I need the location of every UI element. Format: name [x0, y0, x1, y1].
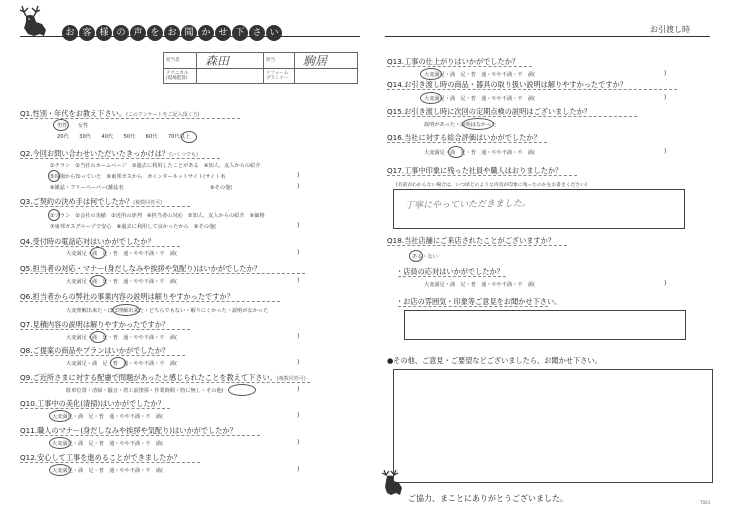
- q4-circle: [90, 247, 106, 259]
- q1-note: (このアンケートをご記入頂く方): [125, 112, 200, 118]
- q15-circle: [462, 118, 494, 130]
- q12-text: Q12.安心して工事を進めることができましたか？: [20, 453, 181, 462]
- q14-close: ): [664, 94, 667, 101]
- q8-underline: [20, 355, 185, 356]
- q17-underline: [387, 175, 577, 176]
- q3-circle: [48, 209, 60, 221]
- title-char: お: [62, 25, 78, 41]
- q10-close: ): [297, 412, 300, 419]
- q15-text: Q15.お引き渡し時に次回の定期点検の説明はございましたか？: [387, 107, 591, 116]
- title-char: お: [164, 25, 180, 41]
- q16-circle: [448, 146, 464, 158]
- staff-value-1: 森田: [197, 53, 264, 69]
- title-char: を: [147, 25, 163, 41]
- q9-underline: [20, 382, 310, 383]
- q2-underline: [20, 158, 220, 159]
- q12-opts[interactable]: 大変満足・満 足・普 通・やや不満・不 満(: [52, 468, 163, 474]
- q10-text: Q10.工事中の美化(清掃)はいかがでしたか？: [20, 399, 165, 408]
- q16-opts[interactable]: 大変満足・満 足・普 通・やや不満・不 満(: [424, 150, 535, 156]
- q12-circle: [49, 464, 71, 476]
- q8-text: Q8.ご提案の商品やプランはいかがでしたか？: [20, 346, 170, 355]
- other-text: ●その他、ご意見・ご要望などございましたら、お聞かせ下さい。: [387, 356, 602, 365]
- q13-underline: [387, 66, 532, 67]
- q10-circle: [49, 410, 71, 422]
- q10-opts[interactable]: 大変満足・満 足・普 通・やや不満・不 満(: [52, 414, 163, 420]
- q6-circle: [112, 304, 140, 316]
- q13-opts[interactable]: 大変満足・満 足・普 通・やや不満・不 満(: [424, 72, 535, 78]
- q3-note: (複数回答可): [133, 200, 163, 206]
- right-title: お引渡し時: [650, 25, 690, 34]
- q8-opts[interactable]: 大変満足・満 足・普 通・やや不満・不 満(: [66, 361, 177, 367]
- q18-sub1-close: ): [664, 280, 667, 287]
- q11-circle: [49, 437, 71, 449]
- q3-close: ): [297, 222, 300, 229]
- q12-underline: [20, 462, 200, 463]
- q7-close: ): [297, 333, 300, 340]
- q7-circle: [90, 331, 106, 343]
- q9-opts[interactable]: 駐車位置・清掃・騒音・着工前挨拶・作業時間・特に無し・その他(: [66, 388, 224, 394]
- q15-opts[interactable]: 説明があった・説明はなかった: [424, 122, 497, 128]
- staff-value-2: 駒居: [295, 53, 358, 69]
- q14-text: Q14.お引き渡し時の商品・器具の取り扱い説明は解りやすかったですか？: [387, 80, 627, 89]
- q11-close: ): [297, 439, 300, 446]
- q18-circle: [409, 250, 423, 262]
- header-rule-right: [385, 36, 710, 37]
- q18-underline: [387, 245, 567, 246]
- q7-opts[interactable]: 大変満足・満 足・普 通・やや不満・不 満(: [66, 335, 177, 341]
- q11-opts[interactable]: 大変満足・満 足・普 通・やや不満・不 満(: [52, 441, 163, 447]
- q6-underline: [20, 301, 280, 302]
- q18-sub2: ・お店の雰囲気・印象等ご意見をお聞かせ下さい。: [396, 297, 562, 306]
- staff-value-3: [197, 68, 264, 84]
- q9-close: ): [297, 386, 300, 393]
- q13-circle: [420, 68, 442, 80]
- q18-sub1-opts[interactable]: 大変満足・満 足・普 通・やや不満・不 満(: [424, 282, 535, 288]
- q1-gender[interactable]: 男性 女性: [57, 123, 89, 129]
- q10-underline: [20, 408, 170, 409]
- title-char: 聞: [181, 25, 197, 41]
- q18-answer-opts[interactable]: ある・ない: [412, 254, 438, 260]
- q13-close: ): [664, 70, 667, 77]
- q6-text: Q6.担当者からの弊社の事業内容の説明は解りやすかったですか？: [20, 292, 234, 301]
- q2-line3[interactable]: ⑧雑誌・フリーペーパー(雑誌名: [50, 185, 124, 191]
- q14-underline: [387, 89, 677, 90]
- q3-line2[interactable]: ⑦東邦ガスグループで安心 ⑧過去に利用して良かったから ⑨その他(: [50, 224, 217, 230]
- title-char: 様: [96, 25, 112, 41]
- staff-label-2: 担当: [264, 53, 295, 69]
- q1-label: Q1.性別・年代をお教え下さい。: [20, 109, 126, 118]
- q18-sub2-box[interactable]: [404, 310, 686, 340]
- staff-table: [163, 52, 358, 84]
- q17-note: (名前がわからない場合は、いつ頃どのような内容が印象に残ったのかをお書きください): [396, 183, 587, 188]
- q4-opts[interactable]: 大変満足・満 足・普 通・やや不満・不 満(: [66, 251, 177, 257]
- q8-close: ): [297, 359, 300, 366]
- q3-underline: [20, 206, 190, 207]
- q1-underline: [20, 118, 240, 119]
- q1-gender-circle: [53, 119, 69, 131]
- q8-circle: [110, 357, 126, 369]
- title-char: せ: [215, 25, 231, 41]
- q9-label: Q9.ご近所さまに対する配慮で問題があったと感じられたことを教えて下さい。: [20, 373, 277, 382]
- q2-note: (いくつでも): [169, 152, 198, 158]
- title-char: い: [266, 25, 282, 41]
- q2-label: Q2.今回お問い合わせいただいたきっかけは？: [20, 149, 170, 158]
- q16-underline: [387, 142, 547, 143]
- q5-text: Q5.担当者の対応・マナー(身だしなみや挨拶や気配り)はいかがでしたか？: [20, 264, 261, 273]
- q14-opts[interactable]: 大変満足・満 足・普 通・やや不満・不 満(: [424, 96, 535, 102]
- q5-underline: [20, 273, 305, 274]
- q14-circle: [420, 92, 442, 104]
- thanks-text: ご協力、まことにありがとうございました。: [408, 494, 568, 503]
- deer-logo-icon: [14, 4, 54, 38]
- title-char: 客: [79, 25, 95, 41]
- q16-close: ): [664, 148, 667, 155]
- q2-circle: [48, 170, 60, 182]
- q4-close: ): [297, 249, 300, 256]
- staff-value-4: [295, 68, 358, 84]
- q2-line2[interactable]: ⑤現場から知っていた ⑥東邦ガスから ⑦インターネットサイト(サイト名: [50, 174, 226, 180]
- staff-label-3: テクニカル (現場監督): [164, 68, 197, 84]
- q2-line3-close: ): [297, 183, 300, 190]
- title-char: 声: [130, 25, 146, 41]
- staff-label-4: リフォーム プランナー: [264, 68, 295, 84]
- q9-circle: [228, 384, 256, 396]
- title-char: か: [198, 25, 214, 41]
- q11-text: Q11.職人のマナー(身だしなみや挨拶や気配り)はいかがでしたか？: [20, 426, 237, 435]
- other-box[interactable]: [393, 369, 713, 483]
- q18-sub1: ・店員の応対はいかがでしたか？: [396, 267, 504, 276]
- q17-text: Q17.工事中印象に残った社員や職人はおりましたか？: [387, 166, 563, 175]
- q7-text: Q7.見積内容の説明は解りやすかったですか？: [20, 320, 170, 329]
- page-title: [62, 20, 283, 41]
- staff-label-1: 担当者: [164, 53, 197, 69]
- q7-underline: [20, 329, 190, 330]
- q16-text: Q16.当社に対する総合評価はいかがでしたか？: [387, 133, 541, 142]
- header-rule-left: [20, 36, 360, 37]
- q11-underline: [20, 435, 260, 436]
- title-char: の: [113, 25, 129, 41]
- q15-underline: [387, 116, 637, 117]
- q6-opts[interactable]: 大変理解出来た・ほぼ理解出来た・どちらでもない・解りにくかった・説明がなかった: [66, 308, 269, 314]
- deer-logo-footer-icon: [378, 468, 406, 498]
- title-char: さ: [249, 25, 265, 41]
- q3-label: Q3.ご契約の決め手は何でしたか？: [20, 197, 134, 206]
- form-code: T003: [700, 500, 711, 505]
- q4-text: Q4.受付時の電話応対はいかがでしたか？: [20, 237, 155, 246]
- q2-line1[interactable]: ①チラシ ②当社のホームページ ③過去に利用したことがある ④知人、友人からの紹介: [50, 163, 261, 169]
- q1-ages[interactable]: 20代 30代 40代 50代 60代 70代以上: [57, 134, 190, 140]
- q18-text: Q18.当社店舗にご来店されたことがございますか？: [387, 236, 556, 245]
- q9-note: (複数回答可): [276, 376, 306, 382]
- q18-sub1-underline: [398, 276, 506, 277]
- title-char: 下: [232, 25, 248, 41]
- q17-answer: 丁寧にやっていただきました。: [404, 198, 532, 212]
- q12-close: ): [297, 466, 300, 473]
- q1-age-circle: [181, 131, 197, 143]
- q13-text: Q13.工事の仕上がりはいかがでしたか？: [387, 57, 520, 66]
- q5-circle: [90, 275, 106, 287]
- q3-line1[interactable]: ①プラン ②会社の実績 ③近所の評判 ④担当者の対応 ⑤知人、友人からの紹介 ⑥価格: [50, 213, 265, 219]
- q5-close: ): [297, 277, 300, 284]
- q2-line3b[interactable]: ⑨その他(: [210, 185, 233, 191]
- q2-line2-close: ): [297, 172, 300, 179]
- q18-sub2-underline: [398, 306, 548, 307]
- q5-opts[interactable]: 大変満足・満 足・普 通・やや不満・不 満(: [66, 279, 177, 285]
